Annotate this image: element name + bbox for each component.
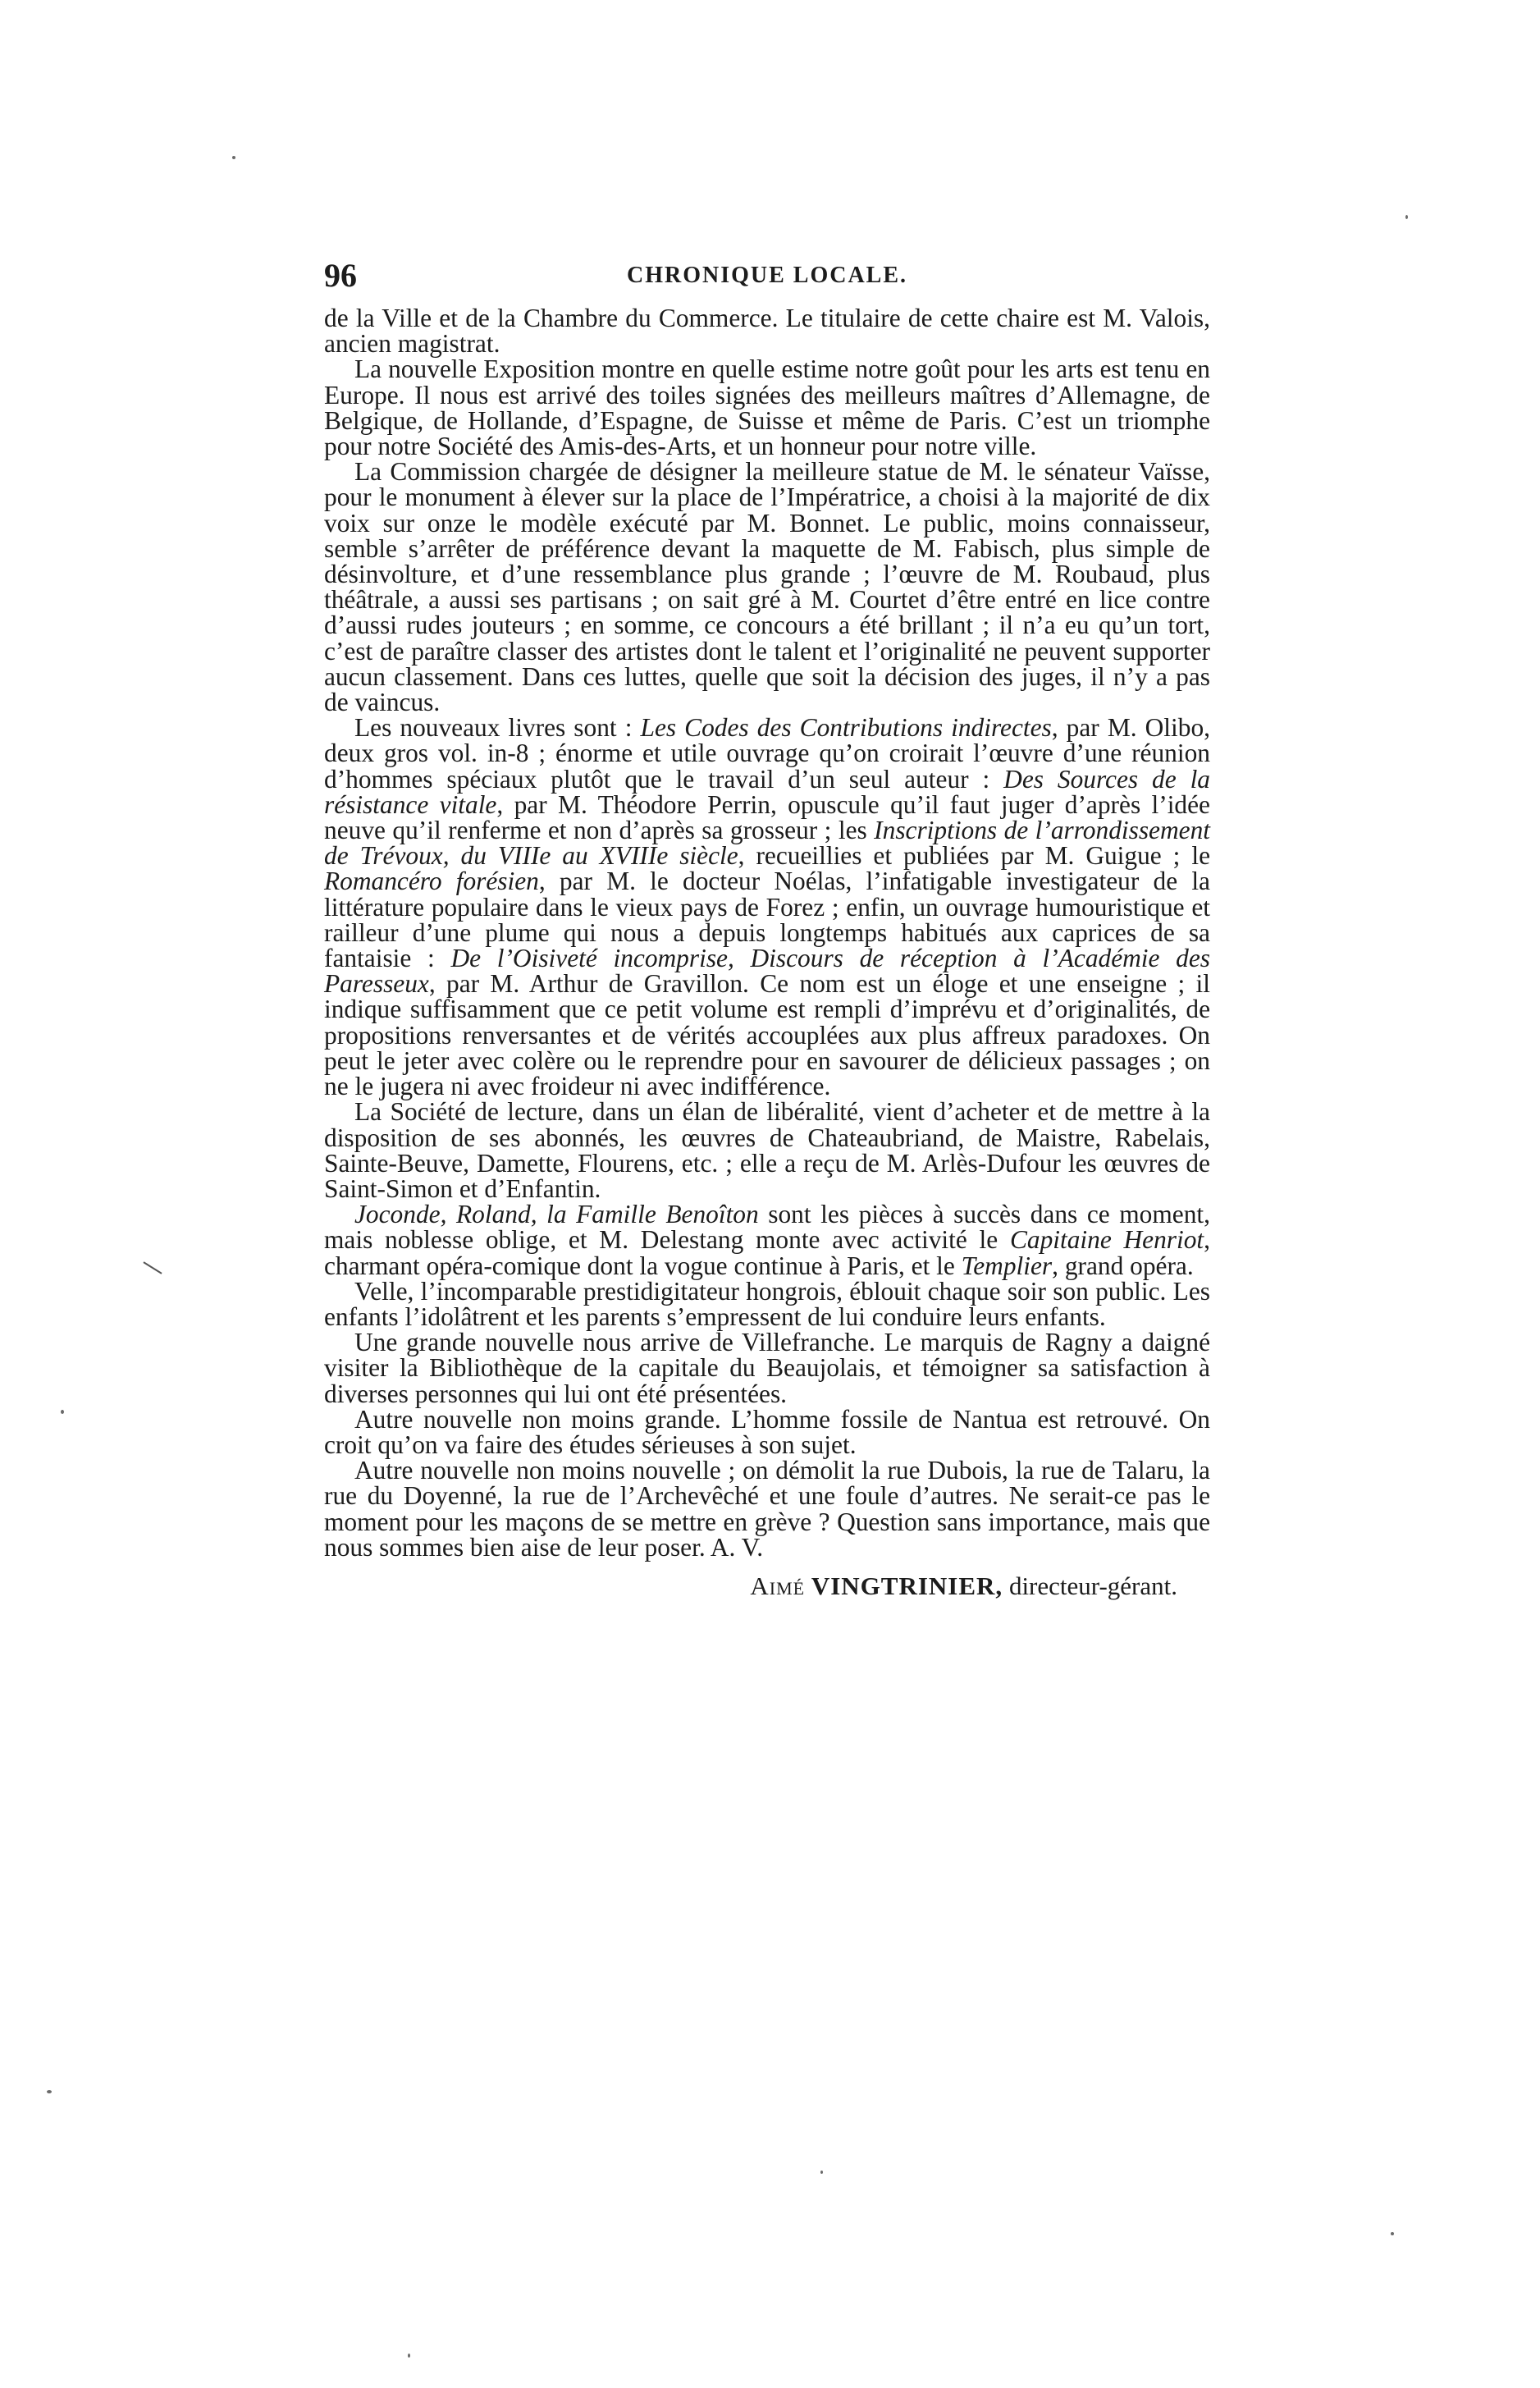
scan-speck [232, 156, 235, 159]
paragraph [324, 304, 1210, 359]
article-body [324, 305, 1210, 1560]
running-head [324, 256, 1210, 305]
text-run: , par M. Olibo, deux gros vol. in-8 ; énorme et utile ouvrage qu’on croirait l’œuvre d’une réunion d’hommes spéciaux plutôt que le travail d’un seul auteur : [324, 713, 1210, 794]
text-run: La Société de lecture, dans un élan de libéralité, vient d’acheter et de mettre à la disposition de ses abonnés, les œuvres de Chateaubriand, de Maistre, Rabelais, Sainte-Beuve, Damette, Flourens, etc. ; elle a reçu de M. Arlès-Dufour les œuvres de Saint-Simon et d’Enfantin. [324, 1097, 1210, 1203]
text-run: Autre nouvelle non moins nouvelle ; on démolit la rue Dubois, la rue de Talaru, la rue du Doyenné, la rue de l’Archevêché et une foule d’autres. Ne serait-ce pas le moment pour les maçons de se mettre en grève ? Question sans importance, mais que nous sommes bien aise de leur poser. A. V. [324, 1456, 1210, 1562]
page [324, 256, 1210, 1601]
text-run: , par M. le docteur Noélas, l’infatigable investigateur de la littérature populaire dans le vieux pays de Forez ; enfin, un ouvrage humouristique et railleur d’une plume qui nous a depuis longtemps habitués aux caprices de sa fantaisie : [324, 867, 1210, 973]
text-run: , grand opéra. [1052, 1251, 1194, 1280]
paragraph [324, 1329, 1210, 1407]
scan-speck [408, 2354, 410, 2358]
scan-speck [1405, 215, 1408, 219]
margin-mark [143, 1261, 162, 1274]
text-run: , par M. Arthur de Gravillon. Ce nom est un éloge et une enseigne ; il indique suffisamment que ce petit volume est rempli d’imprévu et d’originalités, de propositions renversantes et de vérités accouplées aux plus affreux paradoxes. On peut le jeter avec colère ou le reprendre pour en savourer de délicieux passages ; on ne le jugera ni avec froideur ni avec indifférence. [324, 969, 1210, 1101]
text-run: , recueillies et publiées par M. Guigue ; le [738, 841, 1211, 871]
text-run: , charmant opéra-comique dont la vogue continue à Paris, et le [324, 1225, 1210, 1280]
italic-title: Capitaine Henriot [1009, 1225, 1204, 1255]
paragraph [324, 1099, 1210, 1201]
paragraph [324, 1404, 1210, 1459]
paragraph [324, 1276, 1210, 1331]
paragraph [324, 459, 1210, 715]
scan-speck [1391, 2232, 1394, 2235]
page-number: 96 [324, 257, 357, 294]
italic-title: Romancéro forésien [324, 867, 539, 896]
text-run: Les nouveaux livres sont : [354, 713, 641, 743]
paragraph [324, 1201, 1210, 1279]
italic-title: Les Codes des Contributions indirectes [640, 713, 1052, 743]
running-title: CHRONIQUE LOCALE. [626, 263, 908, 288]
text-run: La Commission chargée de désigner la meilleure statue de M. le sénateur Vaïsse, pour le monument à élever sur la place de l’Impératrice, a choisi à la majorité de dix voix sur onze le modèle exécuté par M. Bonnet. Le public, moins connaisseur, semble s’arrêter de préférence devant la maquette de M. Fabisch, plus simple de désinvolture, et d’une ressemblance plus grande ; l’œuvre de M. Roubaud, plus théâtrale, a aussi ses partisans ; on sait gré à M. Courtet d’être entré en lice contre d’aussi rudes jouteurs ; en somme, ce concours a été brillant ; il n’a eu qu’un tort, c’est de paraître classer des artistes dont le talent et l’originalité ne peuvent supporter aucun classement. Dans ces luttes, quelle que soit la décision des juges, il n’y a pas de vaincus. [324, 457, 1210, 717]
paragraph [324, 1457, 1210, 1560]
paragraph [324, 715, 1210, 1099]
scan-speck [47, 2090, 52, 2093]
scan-speck [820, 2171, 823, 2174]
text-run: La nouvelle Exposition montre en quelle estime notre goût pour les arts est tenu en Europe. Il nous est arrivé des toiles signées des meilleurs maîtres d’Allemagne, de Belgique, de Hollande, d’Espagne, de Suisse et même de Paris. C’est un triomphe pour notre Société des Amis-des-Arts, et un honneur pour notre ville. [324, 355, 1210, 461]
text-run: sont les pièces à succès dans ce moment, mais noblesse oblige, et M. Delestang monte avec activité le [324, 1200, 1210, 1255]
signature-prefix: Aimé [750, 1571, 806, 1600]
text-run: Autre nouvelle non moins grande. L’homme fossile de Nantua est retrouvé. On croit qu’on va faire des études sérieuses à son sujet. [324, 1404, 1210, 1459]
scan-speck [61, 1410, 64, 1414]
text-run: de la Ville et de la Chambre du Commerce. Le titulaire de cette chaire est M. Valois, ancien magistrat. [324, 304, 1210, 359]
signature [324, 1571, 1210, 1601]
signature-role: directeur-gérant. [1008, 1571, 1177, 1600]
italic-title: Inscriptions de l’arrondissement de Trévoux, du VIIIe au XVIIIe siècle [324, 816, 1210, 871]
signature-name: VINGTRINIER, [811, 1571, 1003, 1600]
italic-title: De l’Oisiveté incomprise, Discours de réception à l’Académie des Paresseux [324, 944, 1211, 999]
italic-title: Des Sources de la résistance vitale [324, 764, 1211, 819]
text-run: Velle, l’incomparable prestidigitateur hongrois, éblouit chaque soir son public. Les enfants l’idolâtrent et les parents s’empressent de lui conduire leurs enfants. [324, 1276, 1210, 1331]
italic-title: Templier [961, 1251, 1053, 1280]
paragraph [324, 356, 1210, 459]
italic-title: Joconde, Roland, la Famille Benoîton [354, 1200, 759, 1229]
text-run: , par M. Théodore Perrin, opuscule qu’il faut juger d’après l’idée neuve qu’il renferme et non d’après sa grosseur ; les [324, 789, 1210, 845]
text-run: Une grande nouvelle nous arrive de Villefranche. Le marquis de Ragny a daigné visiter la Bibliothèque de la capitale du Beaujolais, et témoigner sa satisfaction à diverses personnes qui lui ont été présentées. [324, 1328, 1210, 1408]
